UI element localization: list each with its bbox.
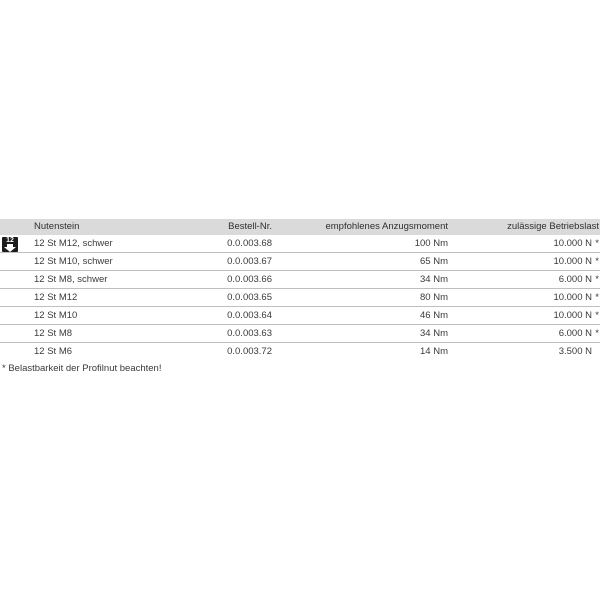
table-row [0,271,600,289]
row-torque: 46 Nm [420,310,448,321]
row-order-no: 0.0.003.72 [227,346,272,357]
row-order-no: 0.0.003.63 [227,328,272,339]
row-name: 12 St M10 [34,310,78,321]
row-load-value: 10.000 N [553,310,592,321]
row-load-value: 3.500 N [558,346,592,357]
row-footnote-mark: * [595,274,599,285]
row-load-value: 10.000 N [553,256,592,267]
table-row [0,325,600,343]
row-load [470,307,599,324]
row-order-no: 0.0.003.64 [227,310,272,321]
product-table [0,219,600,360]
row-load-value: 6.000 N [558,328,592,339]
row-name: 12 St M6 [34,346,73,357]
row-load [470,343,599,360]
packaging-unit-icon [2,237,18,252]
row-name: 12 St M8, schwer [34,274,108,285]
row-load-value: 10.000 N [553,292,592,303]
row-name: 12 St M12 [34,292,78,303]
row-torque: 100 Nm [414,238,448,249]
row-name: 12 St M12, schwer [34,238,113,249]
row-footnote-mark: * [595,328,599,339]
row-footnote-mark: * [595,292,599,303]
row-load [470,235,599,252]
table-header [0,219,600,235]
row-footnote-mark: * [595,238,599,249]
row-load-value: 10.000 N [553,238,592,249]
table-row [0,307,600,325]
row-torque: 34 Nm [420,328,448,339]
packaging-quantity: 12 [6,237,14,244]
row-load [470,289,599,306]
row-load [470,271,599,288]
row-order-no: 0.0.003.66 [227,274,272,285]
row-footnote-mark: * [595,256,599,267]
row-torque: 80 Nm [420,292,448,303]
header-torque: empfohlenes Anzugsmoment [325,221,448,232]
row-footnote-mark: * [595,310,599,321]
row-load [470,253,599,270]
row-torque: 34 Nm [420,274,448,285]
row-load-value: 6.000 N [558,274,592,285]
row-name: 12 St M10, schwer [34,256,113,267]
table-row [0,253,600,271]
table-row [0,343,600,360]
row-order-no: 0.0.003.68 [227,238,272,249]
row-torque: 65 Nm [420,256,448,267]
row-order-no: 0.0.003.65 [227,292,272,303]
header-load: zulässige Betriebslast [507,221,599,232]
arrow-down-icon [2,244,18,252]
footnote: * Belastbarkeit der Profilnut beachten! [2,363,162,374]
table-row [0,235,600,253]
row-order-no: 0.0.003.67 [227,256,272,267]
row-torque: 14 Nm [420,346,448,357]
row-name: 12 St M8 [34,328,73,339]
row-load [470,325,599,342]
header-order-no: Bestell-Nr. [228,221,272,232]
table-row [0,289,600,307]
header-name: Nutenstein [34,221,80,232]
